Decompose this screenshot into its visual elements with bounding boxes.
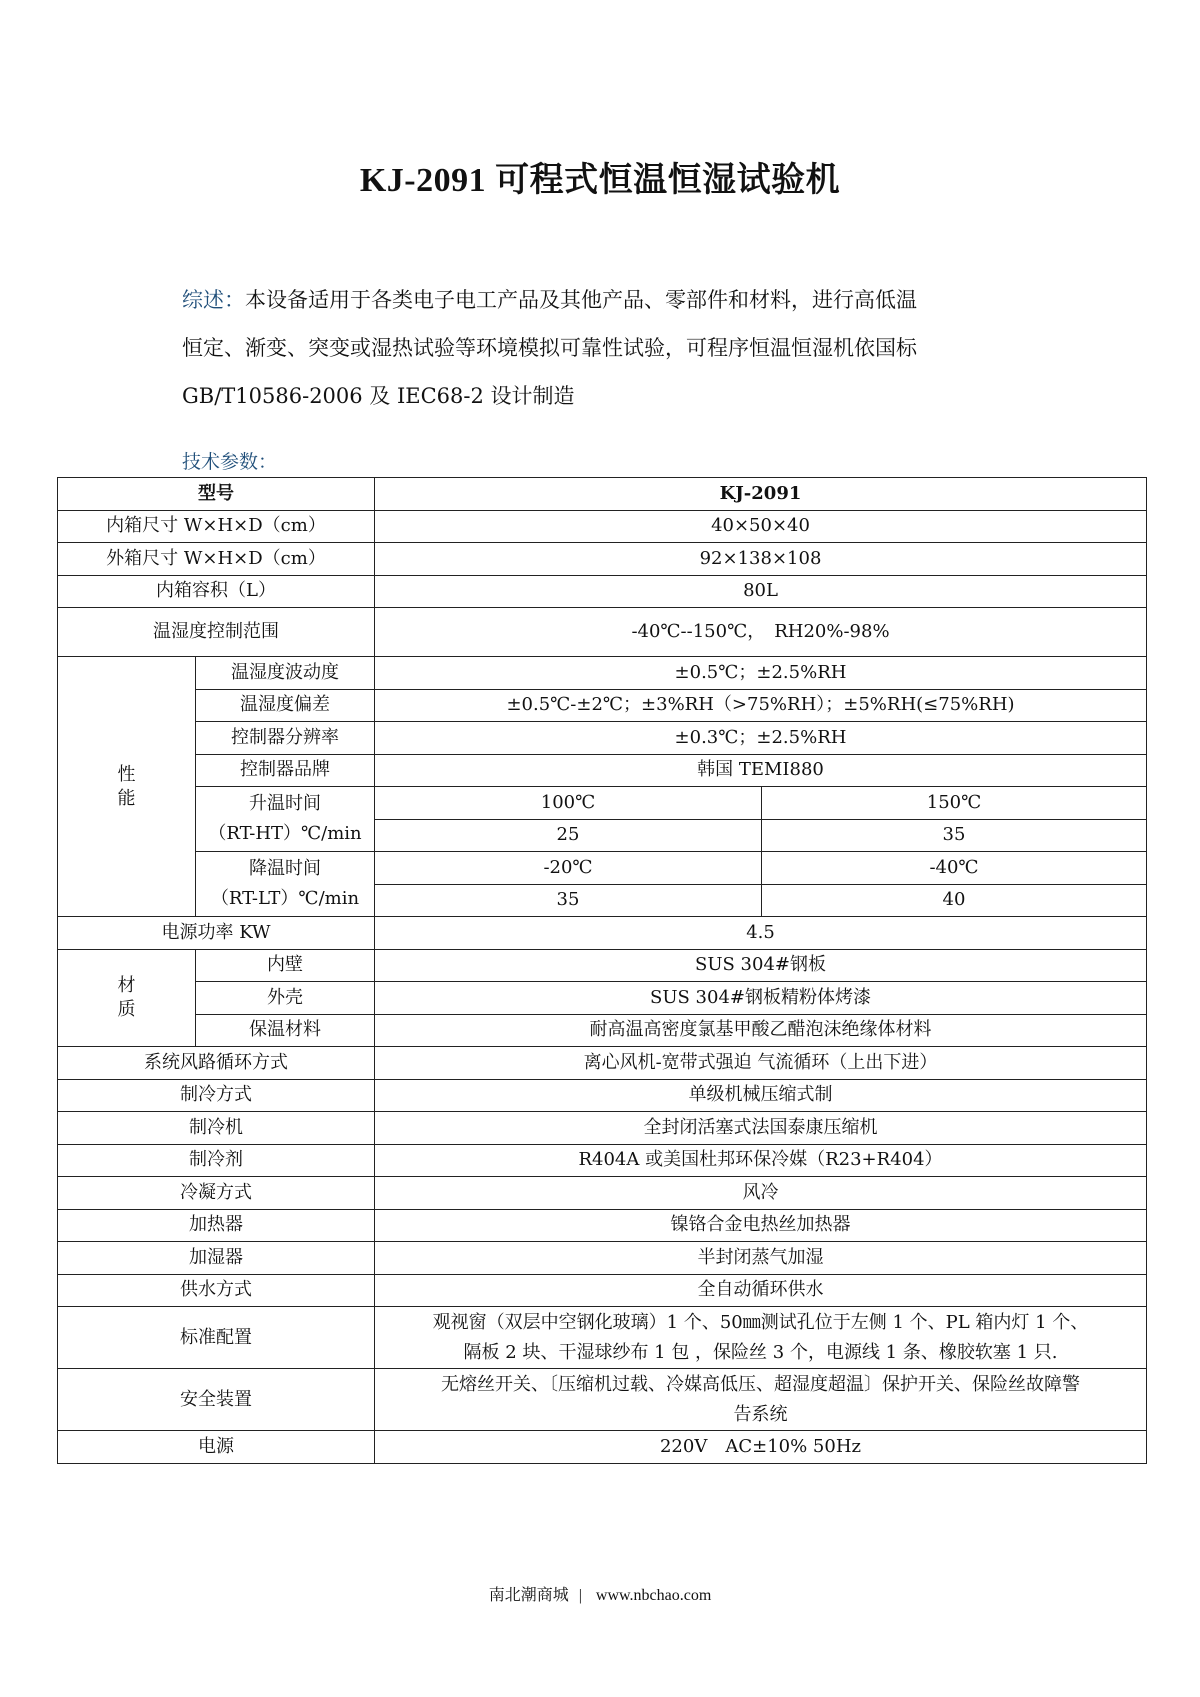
standard-value: [375, 1307, 1147, 1369]
compressor-label: 制冷机: [58, 1112, 375, 1145]
volume-value: 80L: [375, 575, 1147, 608]
page-title: KJ-2091 可程式恒温恒湿试验机: [359, 162, 841, 199]
airflow-label: 系统风路循环方式: [58, 1047, 375, 1080]
brand-label: 控制器品牌: [196, 754, 375, 787]
table-row: [58, 1177, 1147, 1210]
shell-value: SUS 304#钢板精粉体烤漆: [375, 982, 1147, 1015]
safety-line-2: 告系统: [733, 1403, 788, 1425]
table-row: [58, 787, 1147, 820]
safety-label: 安全装置: [58, 1369, 375, 1431]
table-row: [58, 1369, 1147, 1431]
cool-time-label-1: 降温时间: [249, 858, 321, 879]
table-row: [58, 657, 1147, 690]
heat-rate-1: 25: [375, 819, 762, 852]
table-row: [58, 1014, 1147, 1047]
inner-wall-value: SUS 304#钢板: [375, 949, 1147, 982]
table-row: [58, 1112, 1147, 1145]
summary-line-1: [182, 276, 1042, 324]
condense-label: 冷凝方式: [58, 1177, 375, 1210]
table-row: [58, 510, 1147, 543]
deviation-value: ±0.5℃-±2℃；±3%RH（>75%RH）；±5%RH(≤75%RH): [375, 689, 1147, 722]
table-row: [58, 1047, 1147, 1080]
footer-site-name: 南北潮商城: [488, 1587, 569, 1604]
heat-temp-2: 150℃: [762, 787, 1147, 820]
params-label: 技术参数：: [182, 451, 278, 473]
humidifier-label: 加湿器: [58, 1242, 375, 1275]
model-value: KJ-2091: [375, 478, 1147, 511]
table-row: [58, 1307, 1147, 1369]
supply-value: 220V AC±10% 50Hz: [375, 1431, 1147, 1464]
summary-line-3: GB/T10586-2006 及 IEC68-2 设计制造: [182, 384, 575, 408]
spec-table: [57, 477, 1147, 1464]
cool-rate-2: 40: [762, 884, 1147, 917]
deviation-label: 温湿度偏差: [196, 689, 375, 722]
table-row: [58, 949, 1147, 982]
cool-temp-2: -40℃: [762, 852, 1147, 885]
airflow-value: 离心风机-宽带式强迫 气流循环（上出下进）: [375, 1047, 1147, 1080]
insulation-value: 耐高温高密度氯基甲酸乙醋泡沫绝缘体材料: [375, 1014, 1147, 1047]
water-label: 供水方式: [58, 1274, 375, 1307]
range-label: 温湿度控制范围: [58, 608, 375, 657]
cool-temp-1: -20℃: [375, 852, 762, 885]
insulation-label: 保温材料: [196, 1014, 375, 1047]
standard-line-2: 隔板 2 块、干湿球纱布 1 包 ，保险丝 3 个，电源线 1 条、橡胶软塞 1 只.: [463, 1341, 1058, 1363]
model-label: 型号: [58, 478, 375, 511]
water-value: 全自动循环供水: [375, 1274, 1147, 1307]
summary-label: 综述：: [182, 288, 245, 312]
table-row: [58, 1431, 1147, 1464]
footer-url[interactable]: www.nbchao.com: [595, 1587, 712, 1604]
fluctuation-value: ±0.5℃；±2.5%RH: [375, 657, 1147, 690]
shell-label: 外壳: [196, 982, 375, 1015]
standard-label: 标准配置: [58, 1307, 375, 1369]
table-row: [58, 608, 1147, 657]
inner-wall-label: 内壁: [196, 949, 375, 982]
table-row: [58, 917, 1147, 950]
table-row: [58, 1144, 1147, 1177]
heat-time-label-2: （RT-HT）℃/min: [208, 823, 362, 844]
power-label: 电源功率 KW: [58, 917, 375, 950]
material-group-label: [58, 949, 196, 1047]
table-row: [58, 754, 1147, 787]
resolution-label: 控制器分辨率: [196, 722, 375, 755]
table-row: [58, 689, 1147, 722]
cool-time-label: [196, 852, 375, 917]
fluctuation-label: 温湿度波动度: [196, 657, 375, 690]
safety-value: [375, 1369, 1147, 1431]
heat-rate-2: 35: [762, 819, 1147, 852]
compressor-value: 全封闭活塞式法国泰康压缩机: [375, 1112, 1147, 1145]
volume-label: 内箱容积（L）: [58, 575, 375, 608]
inner-size-label: 内箱尺寸 W×H×D（cm）: [58, 510, 375, 543]
summary-line-2: 恒定、渐变、突变或湿热试验等环境模拟可靠性试验，可程序恒温恒湿机依国标: [182, 336, 917, 360]
table-row: [58, 1274, 1147, 1307]
cooling-method-label: 制冷方式: [58, 1079, 375, 1112]
cooling-method-value: 单级机械压缩式制: [375, 1079, 1147, 1112]
table-row: [58, 722, 1147, 755]
performance-group-label: [58, 657, 196, 917]
table-row: [58, 982, 1147, 1015]
cool-time-label-2: （RT-LT）℃/min: [210, 888, 360, 909]
outer-size-value: 92×138×108: [375, 543, 1147, 576]
page-footer: [0, 1582, 1200, 1605]
heat-time-label: [196, 787, 375, 852]
table-row: [58, 1079, 1147, 1112]
refrigerant-value: R404A 或美国杜邦环保冷媒（R23+R404）: [375, 1144, 1147, 1177]
humidifier-value: 半封闭蒸气加湿: [375, 1242, 1147, 1275]
heat-temp-1: 100℃: [375, 787, 762, 820]
heater-value: 镍铬合金电热丝加热器: [375, 1209, 1147, 1242]
table-row: [58, 543, 1147, 576]
range-value: -40℃--150℃， RH20%-98%: [375, 608, 1147, 657]
summary-text-1: 本设备适用于各类电子电工产品及其他产品、零部件和材料，进行高低温: [245, 288, 917, 312]
inner-size-value: 40×50×40: [375, 510, 1147, 543]
table-row: [58, 575, 1147, 608]
footer-separator: |: [578, 1587, 582, 1604]
heat-time-label-1: 升温时间: [249, 793, 321, 814]
table-row: [58, 478, 1147, 511]
table-row: [58, 1242, 1147, 1275]
resolution-value: ±0.3℃；±2.5%RH: [375, 722, 1147, 755]
cool-rate-1: 35: [375, 884, 762, 917]
outer-size-label: 外箱尺寸 W×H×D（cm）: [58, 543, 375, 576]
material-group-text: 材质: [117, 974, 136, 1020]
performance-group-text: 性能: [117, 763, 136, 809]
standard-line-1: 观视窗（双层中空钢化玻璃）1 个、50㎜测试孔位于左侧 1 个、PL 箱内灯 1 个、: [432, 1311, 1089, 1333]
table-row: [58, 852, 1147, 885]
refrigerant-label: 制冷剂: [58, 1144, 375, 1177]
table-row: [58, 1209, 1147, 1242]
power-value: 4.5: [375, 917, 1147, 950]
brand-value: 韩国 TEMI880: [375, 754, 1147, 787]
heater-label: 加热器: [58, 1209, 375, 1242]
condense-value: 风冷: [375, 1177, 1147, 1210]
safety-line-1: 无熔丝开关、〔压缩机过载、冷媒高低压、超湿度超温〕保护开关、保险丝故障警: [441, 1373, 1080, 1395]
summary-paragraph: [182, 276, 1042, 420]
supply-label: 电源: [58, 1431, 375, 1464]
